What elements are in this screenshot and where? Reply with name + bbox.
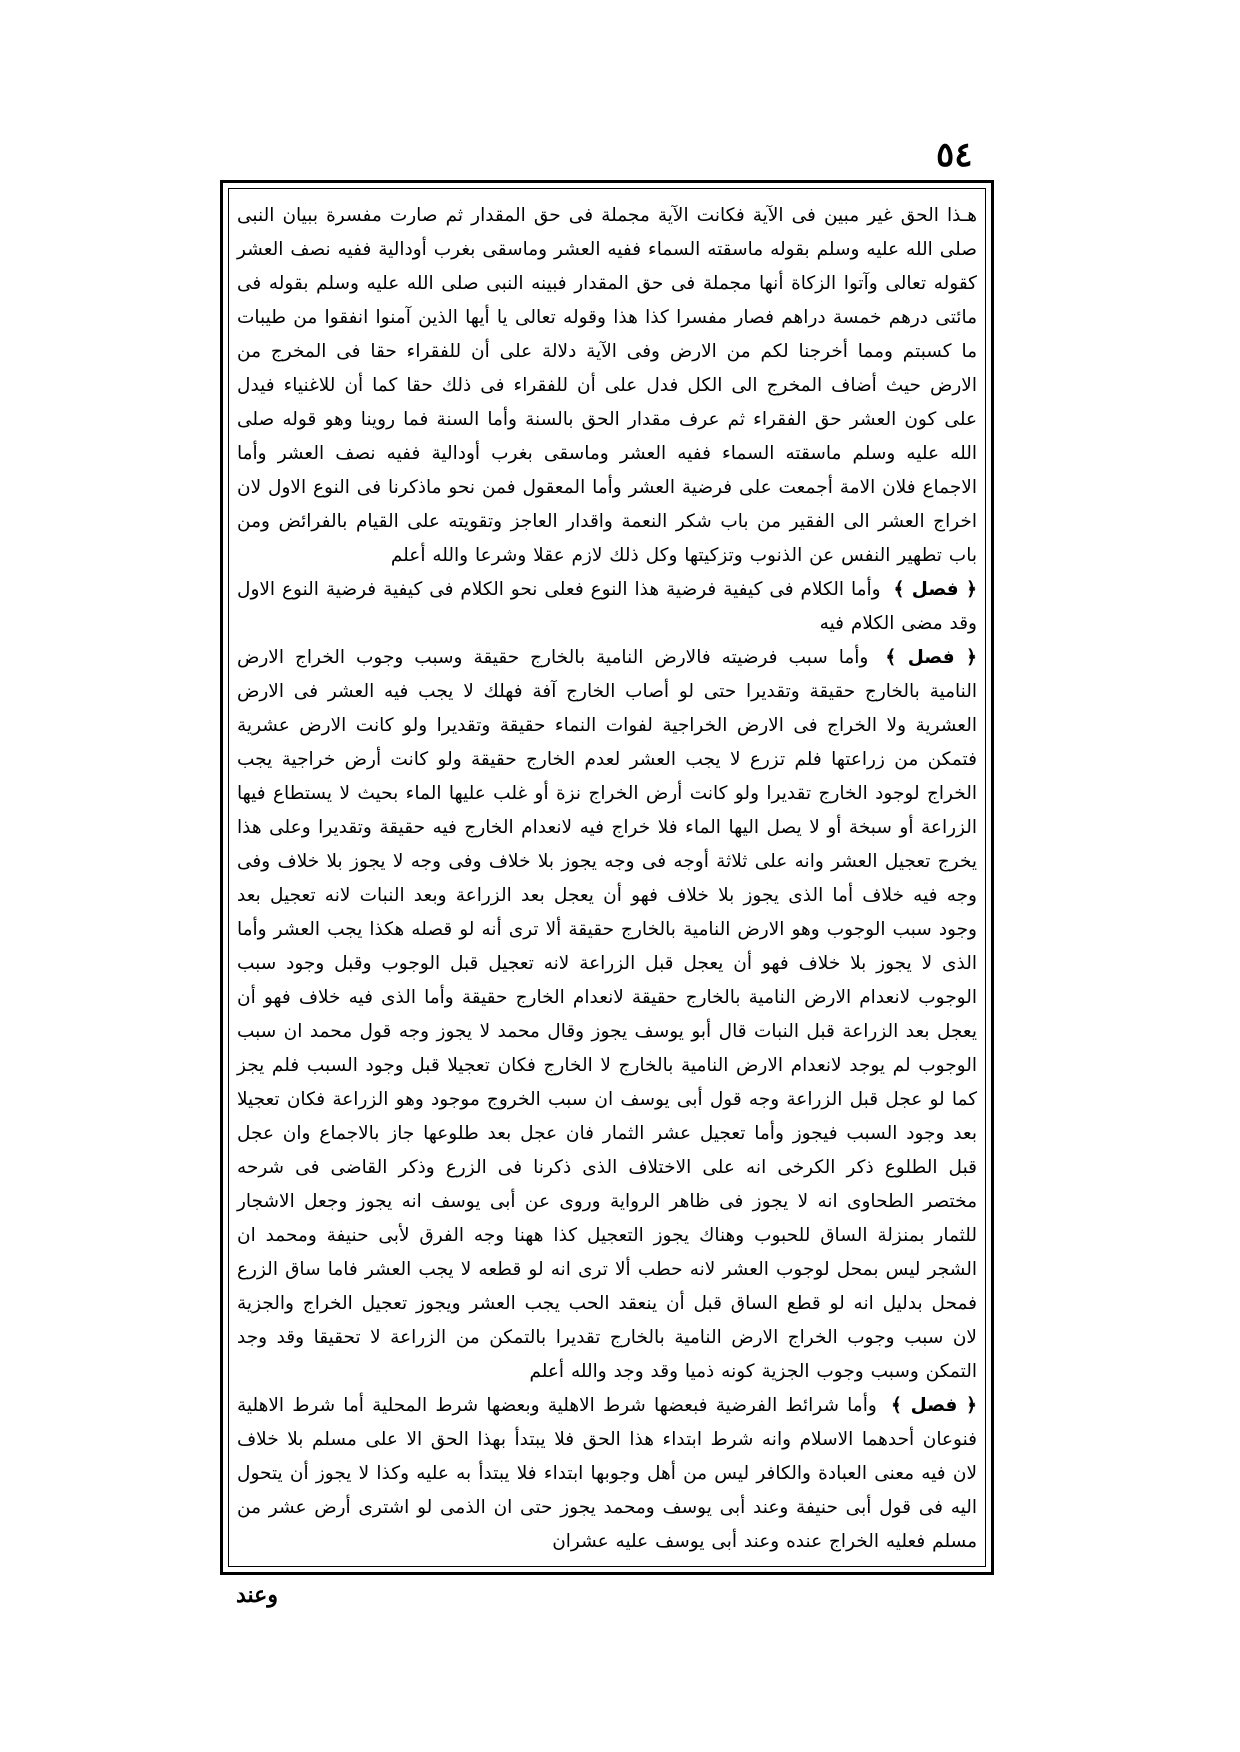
section-heading: ﴿ فصل ﴾	[890, 1395, 977, 1416]
paragraph-text: وأما سبب فرضيته فالارض النامية بالخارج حقيقة وسبب وجوب الخراج الارض النامية بالخارج حقيقة وتقديرا حتى لو أصاب الخارج آفة فهلك لا يجب فيه العشر فى الارض العشرية ولا الخراج فى الارض الخراجية لفوات النماء حقيقة وتقديرا ولو كانت الارض عشرية فتمكن من زراعتها فلم تزرع لا يجب العشر لعدم الخارج حقيقة ولو كانت أرض خراجية يجب الخراج لوجود الخارج تقديرا ولو كانت أرض الخراج نزة أو غلب عليها الماء بحيث لا يستطاع فيها الزراعة أو سبخة أو لا يصل اليها الماء فلا خراج فيه لانعدام الخارج فيه حقيقة وتقديرا وعلى هذا يخرج تعجيل العشر وانه على ثلاثة أوجه فى وجه يجوز بلا خلاف وفى وجه لا يجوز بلا خلاف وفى وجه فيه خلاف أما الذى يجوز بلا خلاف فهو أن يعجل بعد الزراعة وبعد النبات لانه تعجيل بعد وجود سبب الوجوب وهو الارض النامية بالخارج حقيقة ألا ترى أنه لو قصله هكذا يجب العشر وأما الذى لا يجوز بلا خلاف فهو أن يعجل قبل الزراعة لانه تعجيل قبل الوجوب وقبل وجود سبب الوجوب لانعدام الارض النامية بالخارج حقيقة لانعدام الخارج حقيقة وأما الذى فيه خلاف فهو أن يعجل بعد الزراعة قبل النبات قال أبو يوسف يجوز وقال محمد لا يجوز وجه قول محمد ان سبب الوجوب لم يوجد لانعدام الارض النامية بالخارج لا الخارج فكان تعجيلا قبل وجود السبب فلم يجز كما لو عجل قبل الزراعة وجه قول أبى يوسف ان سبب الخروج موجود وهو الزراعة فكان تعجيلا بعد وجود السبب فيجوز وأما تعجيل عشر الثمار فان عجل بعد طلوعها جاز بالاجماع وان عجل قبل الطلوع ذكر الكرخى انه على الاختلاف الذى ذكرنا فى الزرع وذكر القاضى فى شرحه مختصر الطحاوى انه لا يجوز فى ظاهر الرواية وروى عن أبى يوسف انه يجوز وجعل الاشجار للثمار بمنزلة الساق للحبوب وهناك يجوز التعجيل كذا ههنا وجه الفرق لأبى حنيفة ومحمد ان الشجر ليس بمحل لوجوب العشر لانه حطب ألا ترى انه لو قطعه لا يجب العشر فاما ساق الزرع فمحل بدليل انه لو قطع الساق قبل أن ينعقد الحب يجب العشر ويجوز تعجيل الخراج والجزية لان سبب وجوب الخراج الارض النامية بالخارج تقديرا بالتمكن من الزراعة لا تحقيقا وقد وجد التمكن وسبب وجوب الجزية كونه ذميا وقد وجد والله أعلم	[237, 647, 977, 1382]
page-number: ٥٤	[936, 135, 973, 175]
section-heading: ﴿ فصل ﴾	[885, 647, 978, 668]
paragraph	[237, 199, 977, 573]
catchword: وعند	[236, 1582, 278, 1608]
paragraph	[237, 1389, 977, 1559]
paragraph-text: وأما الكلام فى كيفية فرضية هذا النوع فعلى نحو الكلام فى كيفية فرضية النوع الاول وقد مضى الكلام فيه	[237, 579, 977, 634]
section-heading: ﴿ فصل ﴾	[893, 579, 977, 600]
paragraph	[237, 641, 977, 1389]
text-frame	[220, 180, 994, 1575]
text-body	[237, 199, 977, 1559]
paragraph	[237, 573, 977, 641]
paragraph-text: هـذا الحق غير مبين فى الآية فكانت الآية مجملة فى حق المقدار ثم صارت مفسرة ببيان النبى صلى الله عليه وسلم بقوله ماسقته السماء ففيه العشر وماسقى بغرب أودالية ففيه نصف العشر كقوله تعالى وآتوا الزكاة أنها مجملة فى حق المقدار فبينه النبى صلى الله عليه وسلم بقوله فى مائتى درهم خمسة دراهم فصار مفسرا كذا هذا وقوله تعالى يا أيها الذين آمنوا انفقوا من طيبات ما كسبتم ومما أخرجنا لكم من الارض وفى الآية دلالة على أن للفقراء حقا فى المخرج من الارض حيث أضاف المخرج الى الكل فدل على أن للفقراء فى ذلك حقا كما أن للاغنياء فيدل على كون العشر حق الفقراء ثم عرف مقدار الحق بالسنة وأما السنة فما روينا وهو قوله صلى الله عليه وسلم ماسقته السماء ففيه العشر وماسقى بغرب أودالية ففيه نصف العشر وأما الاجماع فلان الامة أجمعت على فرضية العشر وأما المعقول فمن نحو ماذكرنا فى النوع الاول لان اخراج العشر الى الفقير من باب شكر النعمة واقدار العاجز وتقويته على القيام بالفرائض ومن باب تطهير النفس عن الذنوب وتزكيتها وكل ذلك لازم عقلا وشرعا والله أعلم	[237, 205, 977, 566]
paragraph-text: وأما شرائط الفرضية فبعضها شرط الاهلية وبعضها شرط المحلية أما شرط الاهلية فنوعان أحدهما الاسلام وانه شرط ابتداء هذا الحق فلا يبتدأ بهذا الحق الا على مسلم بلا خلاف لان فيه معنى العبادة والكافر ليس من أهل وجوبها ابتداء فلا يبتدأ به عليه وكذا لا يجوز أن يتحول اليه فى قول أبى حنيفة وعند أبى يوسف ومحمد يجوز حتى ان الذمى لو اشترى أرض عشر من مسلم فعليه الخراج عنده وعند أبى يوسف عليه عشران	[237, 1395, 977, 1552]
